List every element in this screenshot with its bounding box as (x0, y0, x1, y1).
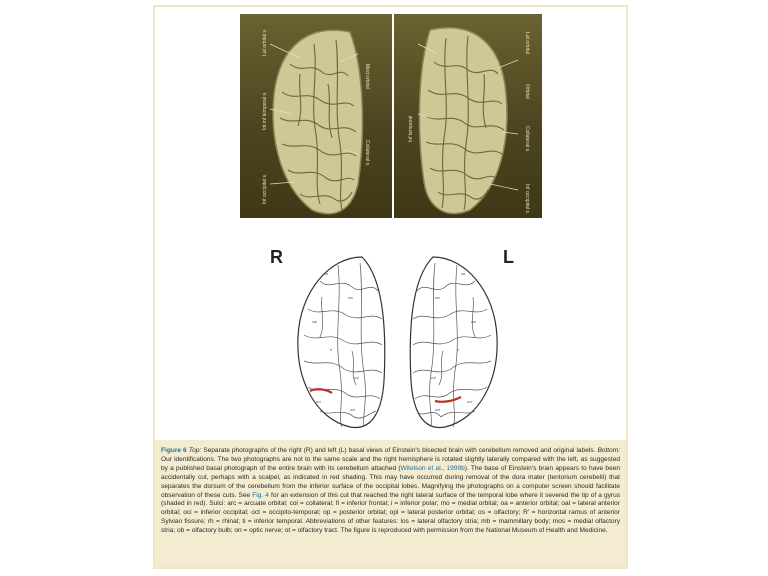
photo-right-hemisphere (240, 14, 392, 218)
photo-right-label-1: Lat orbital s. (262, 28, 268, 56)
svg-text:oa: oa (324, 272, 328, 276)
right-hemisphere-letter: R (270, 247, 283, 267)
photo-left-label-1: Lat orbital (524, 32, 530, 54)
drawing-right-hemisphere (290, 251, 390, 431)
svg-text:col: col (431, 376, 436, 380)
photo-right-label-5: Inf occipital s. (262, 173, 268, 204)
svg-text:mo: mo (348, 296, 353, 300)
svg-text:oct: oct (350, 408, 355, 412)
svg-text:col: col (354, 376, 359, 380)
svg-text:oal: oal (471, 320, 476, 324)
caption-text-5: arc = arcuate orbital; col = collateral; fi = inferior frontal; i = inferior polar; mo = medial orbital; oa = anterior orbital; oal = lateral anterior orbital; oci = inferior occipital; oct = occipito-temporal; op = posterior orbital; opl = lateral posterior orbital; os = olfactory; R' = horizontal ramus of anterior Sylvian fissure; rh = rhinal; ti = inferior temporal. Abbreviations of other features: los = lateral olfactory stria; mb = mammillary body; mos = medial olfactory stria; ob = olfactory bulb; on = optic nerve; ot = olfactory tract. The figure is reproduced with permission from the National Museum of Health and Medicine. (161, 500, 620, 535)
left-hemisphere-letter: L (503, 247, 514, 267)
caption-bottom-label: Bottom: (597, 447, 620, 454)
brain-photo-left-image (394, 14, 542, 218)
photo-left-label-2: Orbital (524, 84, 530, 99)
caption-text-2: Our identifications. The two photographs are not to the same scale and the right hemisphere is rotated slightly laterally compared with the left, as suggested by a published basal photograph of the entire brain with its cerebellum attached ( (161, 455, 620, 472)
svg-text:oal: oal (312, 320, 317, 324)
svg-text:oct: oct (435, 408, 440, 412)
photo-left-label-4: Collateral s. (524, 126, 530, 153)
brain-photo-right-image (240, 14, 392, 218)
svg-text:ti: ti (457, 348, 459, 352)
caption-text-3: ). The base of Einstein's brain appears to have been accidentally cut, perhaps with a scalpel, as indicated in red shading. This may have occurred during removal of the dura mater (tentorium cerebelli) that separates the dorsum of the cerebellum from the inferior surface of the occipital lobes. Magnifying the photographs on a computer screen should facilitate observation of these cuts. See (161, 464, 620, 499)
svg-text:ti: ti (330, 348, 332, 352)
photo-right-label-4: Collateral s. (364, 140, 370, 167)
svg-text:oa: oa (461, 272, 465, 276)
svg-text:oci: oci (316, 400, 321, 404)
photo-left-label-5: Inf occipital s. (524, 184, 530, 215)
photo-left-hemisphere (394, 14, 542, 218)
caption-top-label: Top: (188, 447, 202, 454)
photo-left-label-3: Inf temporal (408, 115, 414, 142)
photo-right-label-2: Med orbital (364, 64, 370, 89)
figure-link-fig4[interactable]: Fig. 4 (252, 491, 269, 499)
svg-text:oci: oci (467, 400, 472, 404)
caption-figure-label: Figure 6 (161, 447, 187, 454)
photo-right-label-3: Int inf temporal s. (262, 91, 268, 130)
figure-caption (155, 440, 626, 567)
drawing-left-hemisphere (405, 251, 505, 431)
caption-text-4: for an extension of this cut that reached the right lateral surface of the temporal lobe where it severed the tip of a gyrus (shaded in red). Sulci: (161, 491, 621, 508)
caption-text-1: Separate photographs of the right (R) and left (L) basal views of Einstein's bisected brain with cerebellum removed and original labels. (201, 447, 598, 454)
svg-text:mo: mo (435, 296, 440, 300)
citation-link-witelson[interactable]: Witelson et al., 1999b (400, 464, 465, 472)
figure-panel (153, 5, 628, 569)
